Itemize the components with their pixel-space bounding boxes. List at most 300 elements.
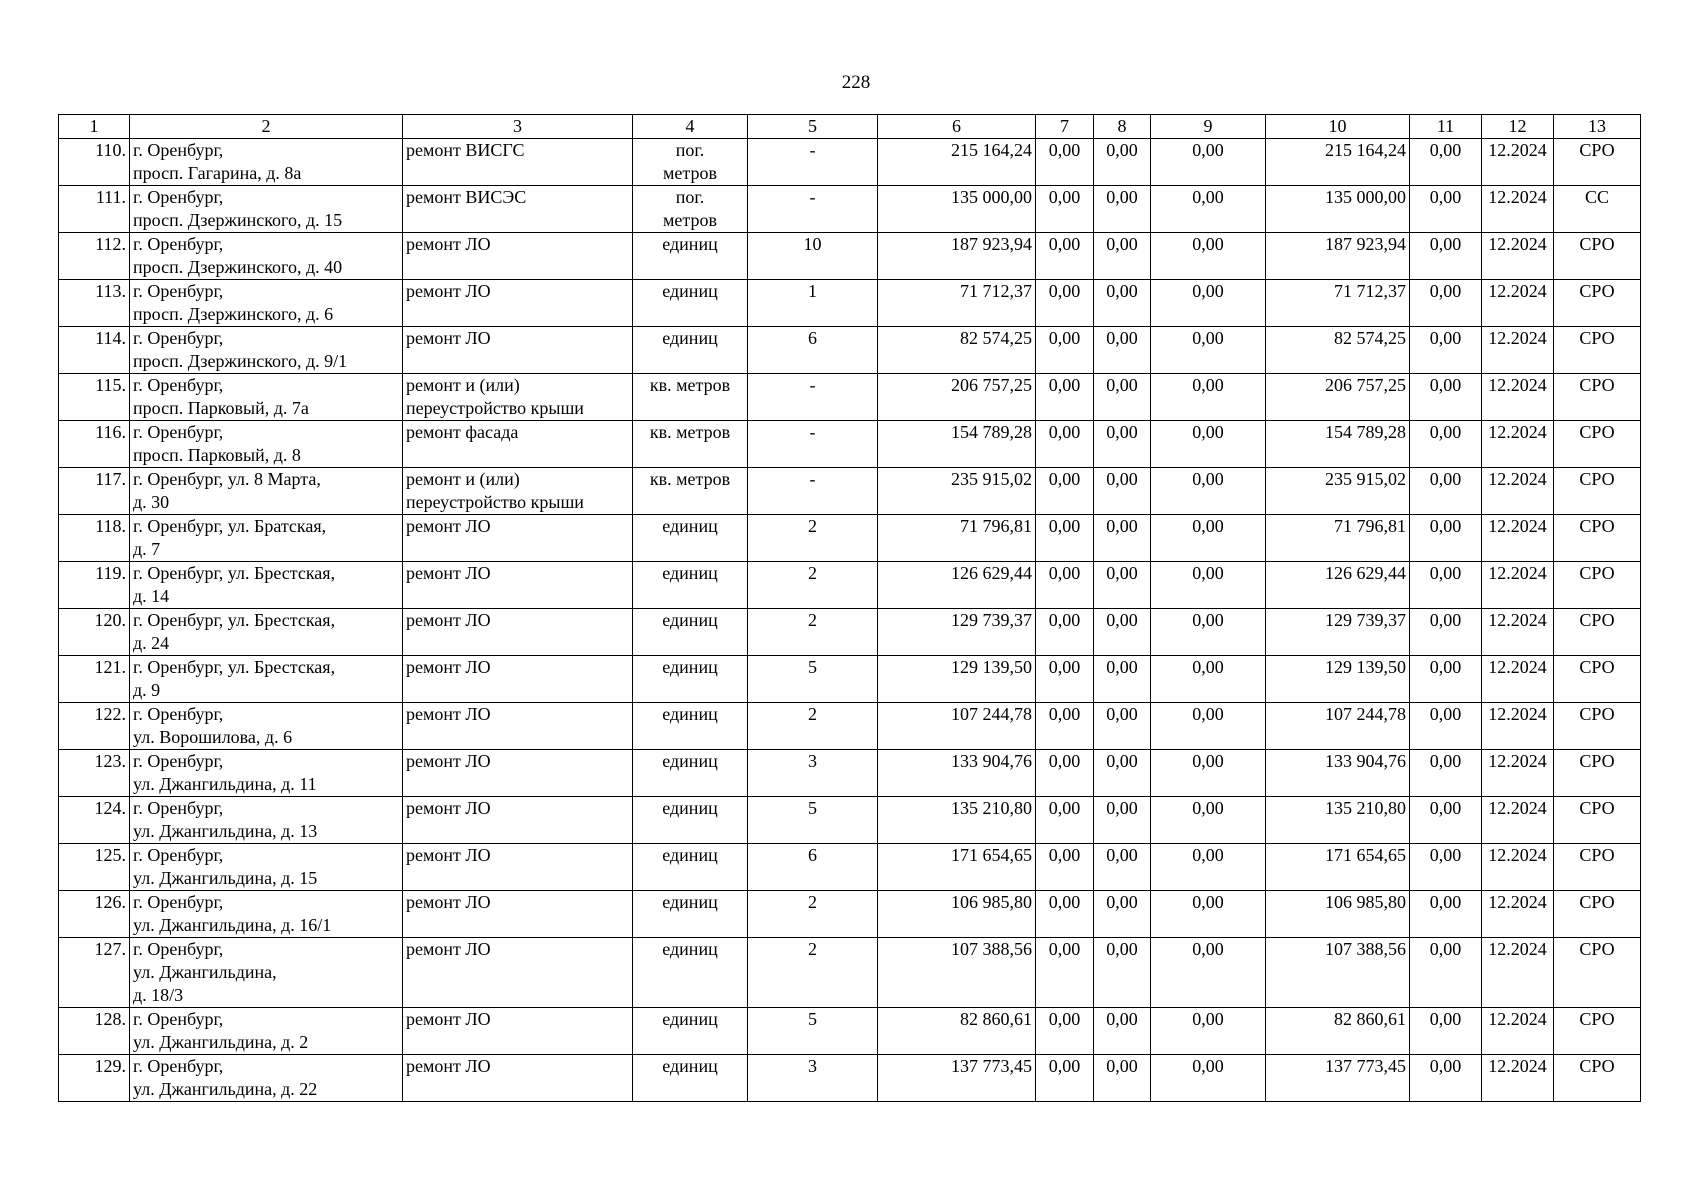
row-number-cell: 125. xyxy=(59,844,130,891)
unit-cell xyxy=(633,280,748,327)
table-row xyxy=(59,468,1641,515)
address-cell-line: г. Оренбург, ул. 8 Марта, xyxy=(133,469,321,489)
col11-cell: 0,00 xyxy=(1410,1055,1482,1102)
column-header-12: 12 xyxy=(1482,115,1554,139)
funding-method-cell: СРО xyxy=(1554,1008,1641,1055)
funding-method-cell: СРО xyxy=(1554,891,1641,938)
table-row xyxy=(59,797,1641,844)
row-number-cell: 128. xyxy=(59,1008,130,1055)
address-cell-line: г. Оренбург, xyxy=(133,704,224,724)
col7-cell: 0,00 xyxy=(1036,139,1094,186)
total-cost-cell: 137 773,45 xyxy=(878,1055,1036,1102)
funding-method-cell: СРО xyxy=(1554,656,1641,703)
work-type-cell xyxy=(403,1008,633,1055)
row-number-cell: 111. xyxy=(59,186,130,233)
col9-cell: 0,00 xyxy=(1151,421,1266,468)
work-type-cell xyxy=(403,750,633,797)
col10-cell: 107 388,56 xyxy=(1266,938,1410,1008)
column-header-4: 4 xyxy=(633,115,748,139)
unit-cell-line: единиц xyxy=(662,281,718,301)
column-header-11: 11 xyxy=(1410,115,1482,139)
deadline-cell: 12.2024 xyxy=(1482,562,1554,609)
col11-cell: 0,00 xyxy=(1410,327,1482,374)
col7-cell: 0,00 xyxy=(1036,1008,1094,1055)
table-row xyxy=(59,280,1641,327)
col11-cell: 0,00 xyxy=(1410,515,1482,562)
work-type-cell xyxy=(403,139,633,186)
funding-method-cell: СРО xyxy=(1554,797,1641,844)
unit-cell-line: единиц xyxy=(662,845,718,865)
table-row xyxy=(59,233,1641,280)
unit-cell-line: метров xyxy=(663,210,717,230)
total-cost-cell: 107 388,56 xyxy=(878,938,1036,1008)
col8-cell: 0,00 xyxy=(1094,468,1151,515)
col8-cell: 0,00 xyxy=(1094,233,1151,280)
total-cost-cell: 135 000,00 xyxy=(878,186,1036,233)
unit-cell-line: единиц xyxy=(662,798,718,818)
address-cell-line: просп. Дзержинского, д. 15 xyxy=(133,210,343,230)
work-type-cell-line: ремонт ЛО xyxy=(406,563,491,583)
col7-cell: 0,00 xyxy=(1036,609,1094,656)
col8-cell: 0,00 xyxy=(1094,703,1151,750)
funding-method-cell: СРО xyxy=(1554,844,1641,891)
column-header-8: 8 xyxy=(1094,115,1151,139)
deadline-cell: 12.2024 xyxy=(1482,938,1554,1008)
row-number-cell: 113. xyxy=(59,280,130,327)
work-type-cell xyxy=(403,562,633,609)
row-number-cell: 124. xyxy=(59,797,130,844)
col7-cell: 0,00 xyxy=(1036,515,1094,562)
col8-cell: 0,00 xyxy=(1094,1055,1151,1102)
col11-cell: 0,00 xyxy=(1410,844,1482,891)
work-type-cell-line: ремонт и (или) xyxy=(406,375,520,395)
col10-cell: 235 915,02 xyxy=(1266,468,1410,515)
work-type-cell xyxy=(403,515,633,562)
quantity-cell: 5 xyxy=(748,656,878,703)
deadline-cell: 12.2024 xyxy=(1482,327,1554,374)
col10-cell: 135 210,80 xyxy=(1266,797,1410,844)
col10-cell: 215 164,24 xyxy=(1266,139,1410,186)
address-cell xyxy=(130,844,403,891)
total-cost-cell: 71 712,37 xyxy=(878,280,1036,327)
address-cell-line: ул. Джангильдина, д. 15 xyxy=(133,868,318,888)
address-cell xyxy=(130,186,403,233)
deadline-cell: 12.2024 xyxy=(1482,515,1554,562)
table-row xyxy=(59,515,1641,562)
row-number-cell: 118. xyxy=(59,515,130,562)
quantity-cell: 2 xyxy=(748,938,878,1008)
address-cell xyxy=(130,280,403,327)
deadline-cell: 12.2024 xyxy=(1482,703,1554,750)
address-cell-line: г. Оренбург, xyxy=(133,1056,224,1076)
col11-cell: 0,00 xyxy=(1410,468,1482,515)
row-number-cell: 122. xyxy=(59,703,130,750)
total-cost-cell: 187 923,94 xyxy=(878,233,1036,280)
col8-cell: 0,00 xyxy=(1094,656,1151,703)
work-type-cell xyxy=(403,797,633,844)
col11-cell: 0,00 xyxy=(1410,374,1482,421)
col7-cell: 0,00 xyxy=(1036,421,1094,468)
address-cell-line: г. Оренбург, ул. Братская, xyxy=(133,516,327,536)
address-cell-line: г. Оренбург, ул. Брестская, xyxy=(133,563,336,583)
address-cell-line: г. Оренбург, xyxy=(133,1009,224,1029)
col8-cell: 0,00 xyxy=(1094,797,1151,844)
address-cell-line: ул. Джангильдина, xyxy=(133,962,277,982)
table-row xyxy=(59,421,1641,468)
col11-cell: 0,00 xyxy=(1410,233,1482,280)
col8-cell: 0,00 xyxy=(1094,186,1151,233)
work-type-cell xyxy=(403,280,633,327)
unit-cell-line: единиц xyxy=(662,892,718,912)
quantity-cell: 1 xyxy=(748,280,878,327)
column-header-10: 10 xyxy=(1266,115,1410,139)
unit-cell-line: единиц xyxy=(662,657,718,677)
quantity-cell: - xyxy=(748,374,878,421)
deadline-cell: 12.2024 xyxy=(1482,139,1554,186)
total-cost-cell: 171 654,65 xyxy=(878,844,1036,891)
col11-cell: 0,00 xyxy=(1410,656,1482,703)
col11-cell: 0,00 xyxy=(1410,139,1482,186)
work-type-cell-line: ремонт ЛО xyxy=(406,1056,491,1076)
total-cost-cell: 206 757,25 xyxy=(878,374,1036,421)
col10-cell: 82 860,61 xyxy=(1266,1008,1410,1055)
col8-cell: 0,00 xyxy=(1094,1008,1151,1055)
unit-cell xyxy=(633,139,748,186)
col8-cell: 0,00 xyxy=(1094,750,1151,797)
total-cost-cell: 106 985,80 xyxy=(878,891,1036,938)
deadline-cell: 12.2024 xyxy=(1482,656,1554,703)
column-header-6: 6 xyxy=(878,115,1036,139)
work-type-cell-line: ремонт ЛО xyxy=(406,657,491,677)
unit-cell xyxy=(633,844,748,891)
row-number-cell: 117. xyxy=(59,468,130,515)
funding-method-cell: СС xyxy=(1554,186,1641,233)
col10-cell: 171 654,65 xyxy=(1266,844,1410,891)
col11-cell: 0,00 xyxy=(1410,703,1482,750)
unit-cell xyxy=(633,421,748,468)
address-cell xyxy=(130,609,403,656)
col10-cell: 129 739,37 xyxy=(1266,609,1410,656)
total-cost-cell: 135 210,80 xyxy=(878,797,1036,844)
work-type-cell-line: ремонт ЛО xyxy=(406,610,491,630)
work-type-cell xyxy=(403,421,633,468)
col9-cell: 0,00 xyxy=(1151,844,1266,891)
unit-cell xyxy=(633,797,748,844)
address-cell-line: просп. Дзержинского, д. 9/1 xyxy=(133,351,348,371)
quantity-cell: 6 xyxy=(748,844,878,891)
col10-cell: 82 574,25 xyxy=(1266,327,1410,374)
row-number-cell: 120. xyxy=(59,609,130,656)
column-header-2: 2 xyxy=(130,115,403,139)
unit-cell xyxy=(633,515,748,562)
address-cell-line: г. Оренбург, xyxy=(133,234,224,254)
work-type-cell-line: ремонт фасада xyxy=(406,422,519,442)
col8-cell: 0,00 xyxy=(1094,891,1151,938)
table-row xyxy=(59,891,1641,938)
work-type-cell-line: ремонт ЛО xyxy=(406,234,491,254)
col11-cell: 0,00 xyxy=(1410,891,1482,938)
unit-cell xyxy=(633,233,748,280)
total-cost-cell: 235 915,02 xyxy=(878,468,1036,515)
row-number-cell: 123. xyxy=(59,750,130,797)
total-cost-cell: 215 164,24 xyxy=(878,139,1036,186)
unit-cell xyxy=(633,938,748,1008)
address-cell-line: д. 30 xyxy=(133,492,170,512)
funding-method-cell: СРО xyxy=(1554,609,1641,656)
quantity-cell: 5 xyxy=(748,797,878,844)
total-cost-cell: 154 789,28 xyxy=(878,421,1036,468)
row-number-cell: 126. xyxy=(59,891,130,938)
quantity-cell: 2 xyxy=(748,703,878,750)
col11-cell: 0,00 xyxy=(1410,609,1482,656)
col8-cell: 0,00 xyxy=(1094,327,1151,374)
work-type-cell-line: переустройство крыши xyxy=(406,398,584,418)
row-number-cell: 129. xyxy=(59,1055,130,1102)
address-cell-line: ул. Джангильдина, д. 2 xyxy=(133,1032,309,1052)
address-cell-line: д. 24 xyxy=(133,633,170,653)
column-number-header-row xyxy=(59,115,1641,139)
address-cell xyxy=(130,562,403,609)
table-row xyxy=(59,750,1641,797)
work-type-cell-line: ремонт и (или) xyxy=(406,469,520,489)
funding-method-cell: СРО xyxy=(1554,421,1641,468)
col10-cell: 187 923,94 xyxy=(1266,233,1410,280)
col9-cell: 0,00 xyxy=(1151,656,1266,703)
col8-cell: 0,00 xyxy=(1094,844,1151,891)
col8-cell: 0,00 xyxy=(1094,374,1151,421)
col11-cell: 0,00 xyxy=(1410,797,1482,844)
unit-cell-line: пог. xyxy=(675,187,705,207)
address-cell-line: д. 18/3 xyxy=(133,985,184,1005)
col7-cell: 0,00 xyxy=(1036,844,1094,891)
funding-method-cell: СРО xyxy=(1554,750,1641,797)
unit-cell xyxy=(633,1008,748,1055)
work-type-cell-line: ремонт ЛО xyxy=(406,939,491,959)
row-number-cell: 110. xyxy=(59,139,130,186)
col7-cell: 0,00 xyxy=(1036,750,1094,797)
total-cost-cell: 133 904,76 xyxy=(878,750,1036,797)
deadline-cell: 12.2024 xyxy=(1482,374,1554,421)
total-cost-cell: 129 739,37 xyxy=(878,609,1036,656)
unit-cell-line: единиц xyxy=(662,751,718,771)
address-cell xyxy=(130,233,403,280)
table-row xyxy=(59,844,1641,891)
address-cell xyxy=(130,421,403,468)
work-type-cell-line: ремонт ЛО xyxy=(406,845,491,865)
col9-cell: 0,00 xyxy=(1151,938,1266,1008)
col10-cell: 126 629,44 xyxy=(1266,562,1410,609)
column-header-5: 5 xyxy=(748,115,878,139)
row-number-cell: 127. xyxy=(59,938,130,1008)
col9-cell: 0,00 xyxy=(1151,186,1266,233)
address-cell-line: г. Оренбург, xyxy=(133,845,224,865)
address-cell-line: просп. Дзержинского, д. 6 xyxy=(133,304,334,324)
unit-cell-line: пог. xyxy=(675,140,705,160)
col9-cell: 0,00 xyxy=(1151,139,1266,186)
unit-cell xyxy=(633,327,748,374)
address-cell-line: ул. Ворошилова, д. 6 xyxy=(133,727,293,747)
col7-cell: 0,00 xyxy=(1036,468,1094,515)
quantity-cell: 2 xyxy=(748,562,878,609)
address-cell xyxy=(130,797,403,844)
unit-cell-line: кв. метров xyxy=(649,375,731,395)
quantity-cell: - xyxy=(748,468,878,515)
quantity-cell: - xyxy=(748,139,878,186)
funding-method-cell: СРО xyxy=(1554,468,1641,515)
address-cell xyxy=(130,750,403,797)
column-header-13: 13 xyxy=(1554,115,1641,139)
col7-cell: 0,00 xyxy=(1036,562,1094,609)
address-cell-line: ул. Джангильдина, д. 22 xyxy=(133,1079,318,1099)
address-cell-line: г. Оренбург, xyxy=(133,892,224,912)
deadline-cell: 12.2024 xyxy=(1482,609,1554,656)
work-type-cell-line: ремонт ЛО xyxy=(406,798,491,818)
col10-cell: 71 796,81 xyxy=(1266,515,1410,562)
col9-cell: 0,00 xyxy=(1151,797,1266,844)
address-cell-line: г. Оренбург, xyxy=(133,422,224,442)
col11-cell: 0,00 xyxy=(1410,750,1482,797)
work-type-cell-line: переустройство крыши xyxy=(406,492,584,512)
address-cell-line: г. Оренбург, ул. Брестская, xyxy=(133,610,336,630)
work-type-cell xyxy=(403,844,633,891)
table-row xyxy=(59,656,1641,703)
unit-cell-line: единиц xyxy=(662,328,718,348)
funding-method-cell: СРО xyxy=(1554,515,1641,562)
quantity-cell: 2 xyxy=(748,515,878,562)
quantity-cell: 6 xyxy=(748,327,878,374)
table-row xyxy=(59,374,1641,421)
unit-cell-line: единиц xyxy=(662,563,718,583)
col7-cell: 0,00 xyxy=(1036,233,1094,280)
col10-cell: 106 985,80 xyxy=(1266,891,1410,938)
address-cell xyxy=(130,656,403,703)
column-header-9: 9 xyxy=(1151,115,1266,139)
unit-cell xyxy=(633,656,748,703)
unit-cell-line: единиц xyxy=(662,939,718,959)
row-number-cell: 114. xyxy=(59,327,130,374)
col10-cell: 135 000,00 xyxy=(1266,186,1410,233)
col11-cell: 0,00 xyxy=(1410,421,1482,468)
funding-method-cell: СРО xyxy=(1554,703,1641,750)
total-cost-cell: 82 574,25 xyxy=(878,327,1036,374)
deadline-cell: 12.2024 xyxy=(1482,797,1554,844)
work-type-cell-line: ремонт ЛО xyxy=(406,892,491,912)
col9-cell: 0,00 xyxy=(1151,468,1266,515)
col7-cell: 0,00 xyxy=(1036,797,1094,844)
table-row xyxy=(59,186,1641,233)
col8-cell: 0,00 xyxy=(1094,562,1151,609)
funding-method-cell: СРО xyxy=(1554,938,1641,1008)
col8-cell: 0,00 xyxy=(1094,139,1151,186)
table-row xyxy=(59,139,1641,186)
work-type-cell-line: ремонт ЛО xyxy=(406,328,491,348)
col9-cell: 0,00 xyxy=(1151,750,1266,797)
col9-cell: 0,00 xyxy=(1151,374,1266,421)
address-cell-line: г. Оренбург, xyxy=(133,187,224,207)
address-cell-line: просп. Парковый, д. 8 xyxy=(133,445,301,465)
work-type-cell-line: ремонт ЛО xyxy=(406,704,491,724)
quantity-cell: - xyxy=(748,186,878,233)
column-header-1: 1 xyxy=(59,115,130,139)
address-cell xyxy=(130,703,403,750)
col9-cell: 0,00 xyxy=(1151,703,1266,750)
total-cost-cell: 126 629,44 xyxy=(878,562,1036,609)
unit-cell-line: единиц xyxy=(662,516,718,536)
unit-cell-line: единиц xyxy=(662,1056,718,1076)
address-cell-line: просп. Гагарина, д. 8а xyxy=(133,163,302,183)
address-cell-line: г. Оренбург, xyxy=(133,281,224,301)
col10-cell: 133 904,76 xyxy=(1266,750,1410,797)
address-cell-line: просп. Парковый, д. 7а xyxy=(133,398,309,418)
work-type-cell xyxy=(403,186,633,233)
col8-cell: 0,00 xyxy=(1094,515,1151,562)
unit-cell-line: единиц xyxy=(662,234,718,254)
col9-cell: 0,00 xyxy=(1151,562,1266,609)
col10-cell: 107 244,78 xyxy=(1266,703,1410,750)
row-number-cell: 121. xyxy=(59,656,130,703)
work-type-cell-line: ремонт ЛО xyxy=(406,516,491,536)
unit-cell xyxy=(633,1055,748,1102)
unit-cell xyxy=(633,891,748,938)
work-type-cell xyxy=(403,656,633,703)
quantity-cell: 2 xyxy=(748,891,878,938)
address-cell xyxy=(130,374,403,421)
col9-cell: 0,00 xyxy=(1151,609,1266,656)
unit-cell-line: кв. метров xyxy=(649,422,731,442)
col7-cell: 0,00 xyxy=(1036,656,1094,703)
col7-cell: 0,00 xyxy=(1036,1055,1094,1102)
address-cell-line: г. Оренбург, ул. Брестская, xyxy=(133,657,336,677)
address-cell xyxy=(130,891,403,938)
work-type-cell xyxy=(403,703,633,750)
address-cell xyxy=(130,327,403,374)
table-row xyxy=(59,938,1641,1008)
table-row xyxy=(59,562,1641,609)
col9-cell: 0,00 xyxy=(1151,1055,1266,1102)
row-number-cell: 116. xyxy=(59,421,130,468)
total-cost-cell: 82 860,61 xyxy=(878,1008,1036,1055)
address-cell-line: г. Оренбург, xyxy=(133,375,224,395)
address-cell xyxy=(130,1008,403,1055)
deadline-cell: 12.2024 xyxy=(1482,844,1554,891)
deadline-cell: 12.2024 xyxy=(1482,233,1554,280)
funding-method-cell: СРО xyxy=(1554,139,1641,186)
col7-cell: 0,00 xyxy=(1036,280,1094,327)
total-cost-cell: 71 796,81 xyxy=(878,515,1036,562)
address-cell-line: ул. Джангильдина, д. 11 xyxy=(133,774,317,794)
col11-cell: 0,00 xyxy=(1410,938,1482,1008)
work-type-cell-line: ремонт ЛО xyxy=(406,751,491,771)
col7-cell: 0,00 xyxy=(1036,891,1094,938)
quantity-cell: 5 xyxy=(748,1008,878,1055)
work-type-cell xyxy=(403,468,633,515)
work-type-cell xyxy=(403,609,633,656)
unit-cell-line: метров xyxy=(663,163,717,183)
col11-cell: 0,00 xyxy=(1410,186,1482,233)
col10-cell: 154 789,28 xyxy=(1266,421,1410,468)
deadline-cell: 12.2024 xyxy=(1482,1008,1554,1055)
work-type-cell-line: ремонт ВИСЭС xyxy=(406,187,527,207)
total-cost-cell: 107 244,78 xyxy=(878,703,1036,750)
deadline-cell: 12.2024 xyxy=(1482,186,1554,233)
col8-cell: 0,00 xyxy=(1094,280,1151,327)
col8-cell: 0,00 xyxy=(1094,421,1151,468)
quantity-cell: 3 xyxy=(748,1055,878,1102)
address-cell-line: г. Оренбург, xyxy=(133,328,224,348)
row-number-cell: 112. xyxy=(59,233,130,280)
unit-cell xyxy=(633,374,748,421)
address-cell-line: ул. Джангильдина, д. 16/1 xyxy=(133,915,332,935)
